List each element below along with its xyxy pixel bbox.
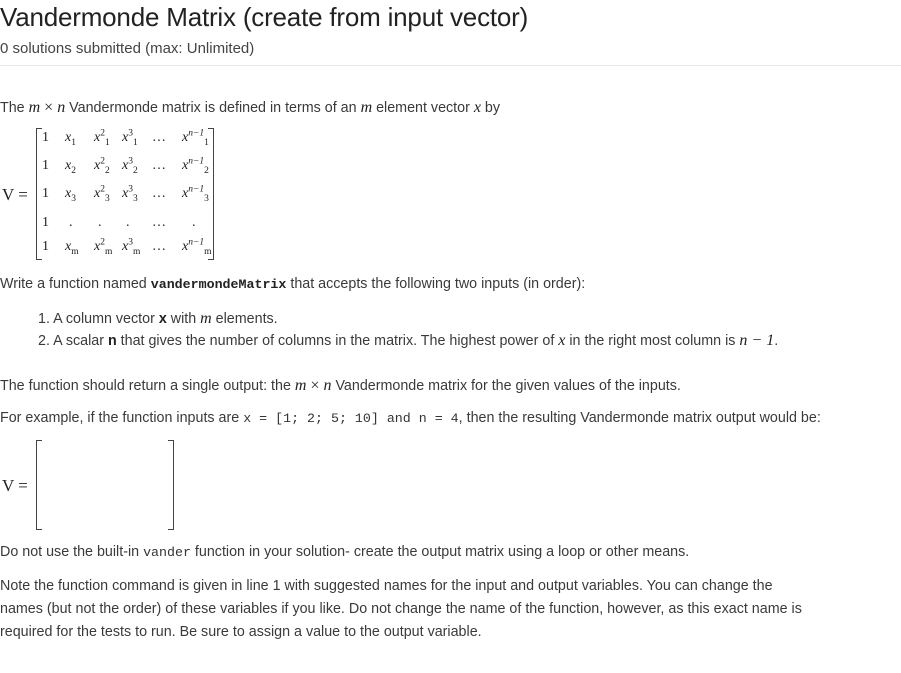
matrix-cell: $x^3_3$: [122, 184, 138, 204]
matrix-cell: 1: [42, 130, 49, 145]
example-right-bracket: [168, 440, 174, 530]
matrix-cell: $x_m$: [65, 239, 79, 257]
matrix-cell: $x^2_m$: [94, 237, 113, 257]
definition-matrix-lhs: V =: [2, 185, 28, 204]
matrix-dot: .: [98, 215, 102, 230]
example-matrix-lhs: V =: [2, 476, 28, 495]
matrix-cell: 1: [42, 186, 49, 201]
matrix-ellipsis: …: [152, 130, 166, 145]
matrix-cell: $x_3$: [65, 186, 76, 204]
note-line-1: Note the function command is given in line 1 with suggested names for the input and output variables. You can change the: [0, 578, 773, 594]
matrix-cell: $x^{n-1}_m$: [182, 237, 212, 257]
matrix-cell: 1: [42, 215, 49, 230]
matrix-ellipsis: …: [152, 158, 166, 173]
page-title: Vandermonde Matrix (create from input vector): [0, 2, 529, 32]
restriction-paragraph: Do not use the built-in vander function in your solution- create the output matrix using a loop or other means.: [0, 544, 690, 560]
matrix-ellipsis: …: [152, 239, 166, 254]
matrix-dot: .: [126, 215, 130, 230]
list-item: 1. A column vector x with m elements.: [38, 310, 278, 327]
list-item: 2. A scalar n that gives the number of columns in the matrix. The highest power of x in the right most column is n − 1.: [38, 332, 779, 349]
header-divider: [0, 65, 901, 66]
task-paragraph: Write a function named vandermondeMatrix that accepts the following two inputs (in order):: [0, 276, 586, 292]
example-paragraph: For example, if the function inputs are x = [1; 2; 5; 10] and n = 4, then the resulting Vandermonde matrix output would be:: [0, 410, 821, 426]
matrix-cell: 1: [42, 158, 49, 173]
intro-paragraph: The m × n Vandermonde matrix is defined in terms of an m element vector x by: [0, 99, 501, 116]
matrix-cell: $x^{n-1}_1$: [182, 128, 209, 148]
output-paragraph: The function should return a single output: the m × n Vandermonde matrix for the given values of the inputs.: [0, 377, 681, 394]
inputs-list: [38, 311, 778, 355]
submission-count: 0 solutions submitted (max: Unlimited): [0, 40, 255, 57]
note-line-2: names (but not the order) of these variables if you like. Do not change the name of the function, however, as this exact name is: [0, 601, 802, 617]
matrix-cell: $x^{n-1}_2$: [182, 156, 209, 176]
matrix-cell: $x^2_2$: [94, 156, 110, 176]
matrix-cell: $x^3_1$: [122, 128, 138, 148]
matrix-cell: $x^2_1$: [94, 128, 110, 148]
matrix-cell: $x^{n-1}_3$: [182, 184, 209, 204]
matrix-cell: $x^3_m$: [122, 237, 141, 257]
builtin-function-name: vander: [143, 545, 191, 560]
function-name: vandermondeMatrix: [150, 277, 287, 292]
matrix-dot: .: [69, 215, 73, 230]
matrix-ellipsis: …: [152, 215, 166, 230]
matrix-cell: $x_1$: [65, 130, 76, 148]
note-line-3: required for the tests to run. Be sure to assign a value to the output variable.: [0, 624, 482, 640]
example-left-bracket: [36, 440, 42, 530]
matrix-cell: 1: [42, 239, 49, 254]
matrix-cell: $x^3_2$: [122, 156, 138, 176]
matrix-cell: $x_2$: [65, 158, 76, 176]
matrix-dot: .: [192, 215, 196, 230]
matrix-cell: $x^2_3$: [94, 184, 110, 204]
matrix-ellipsis: …: [152, 186, 166, 201]
